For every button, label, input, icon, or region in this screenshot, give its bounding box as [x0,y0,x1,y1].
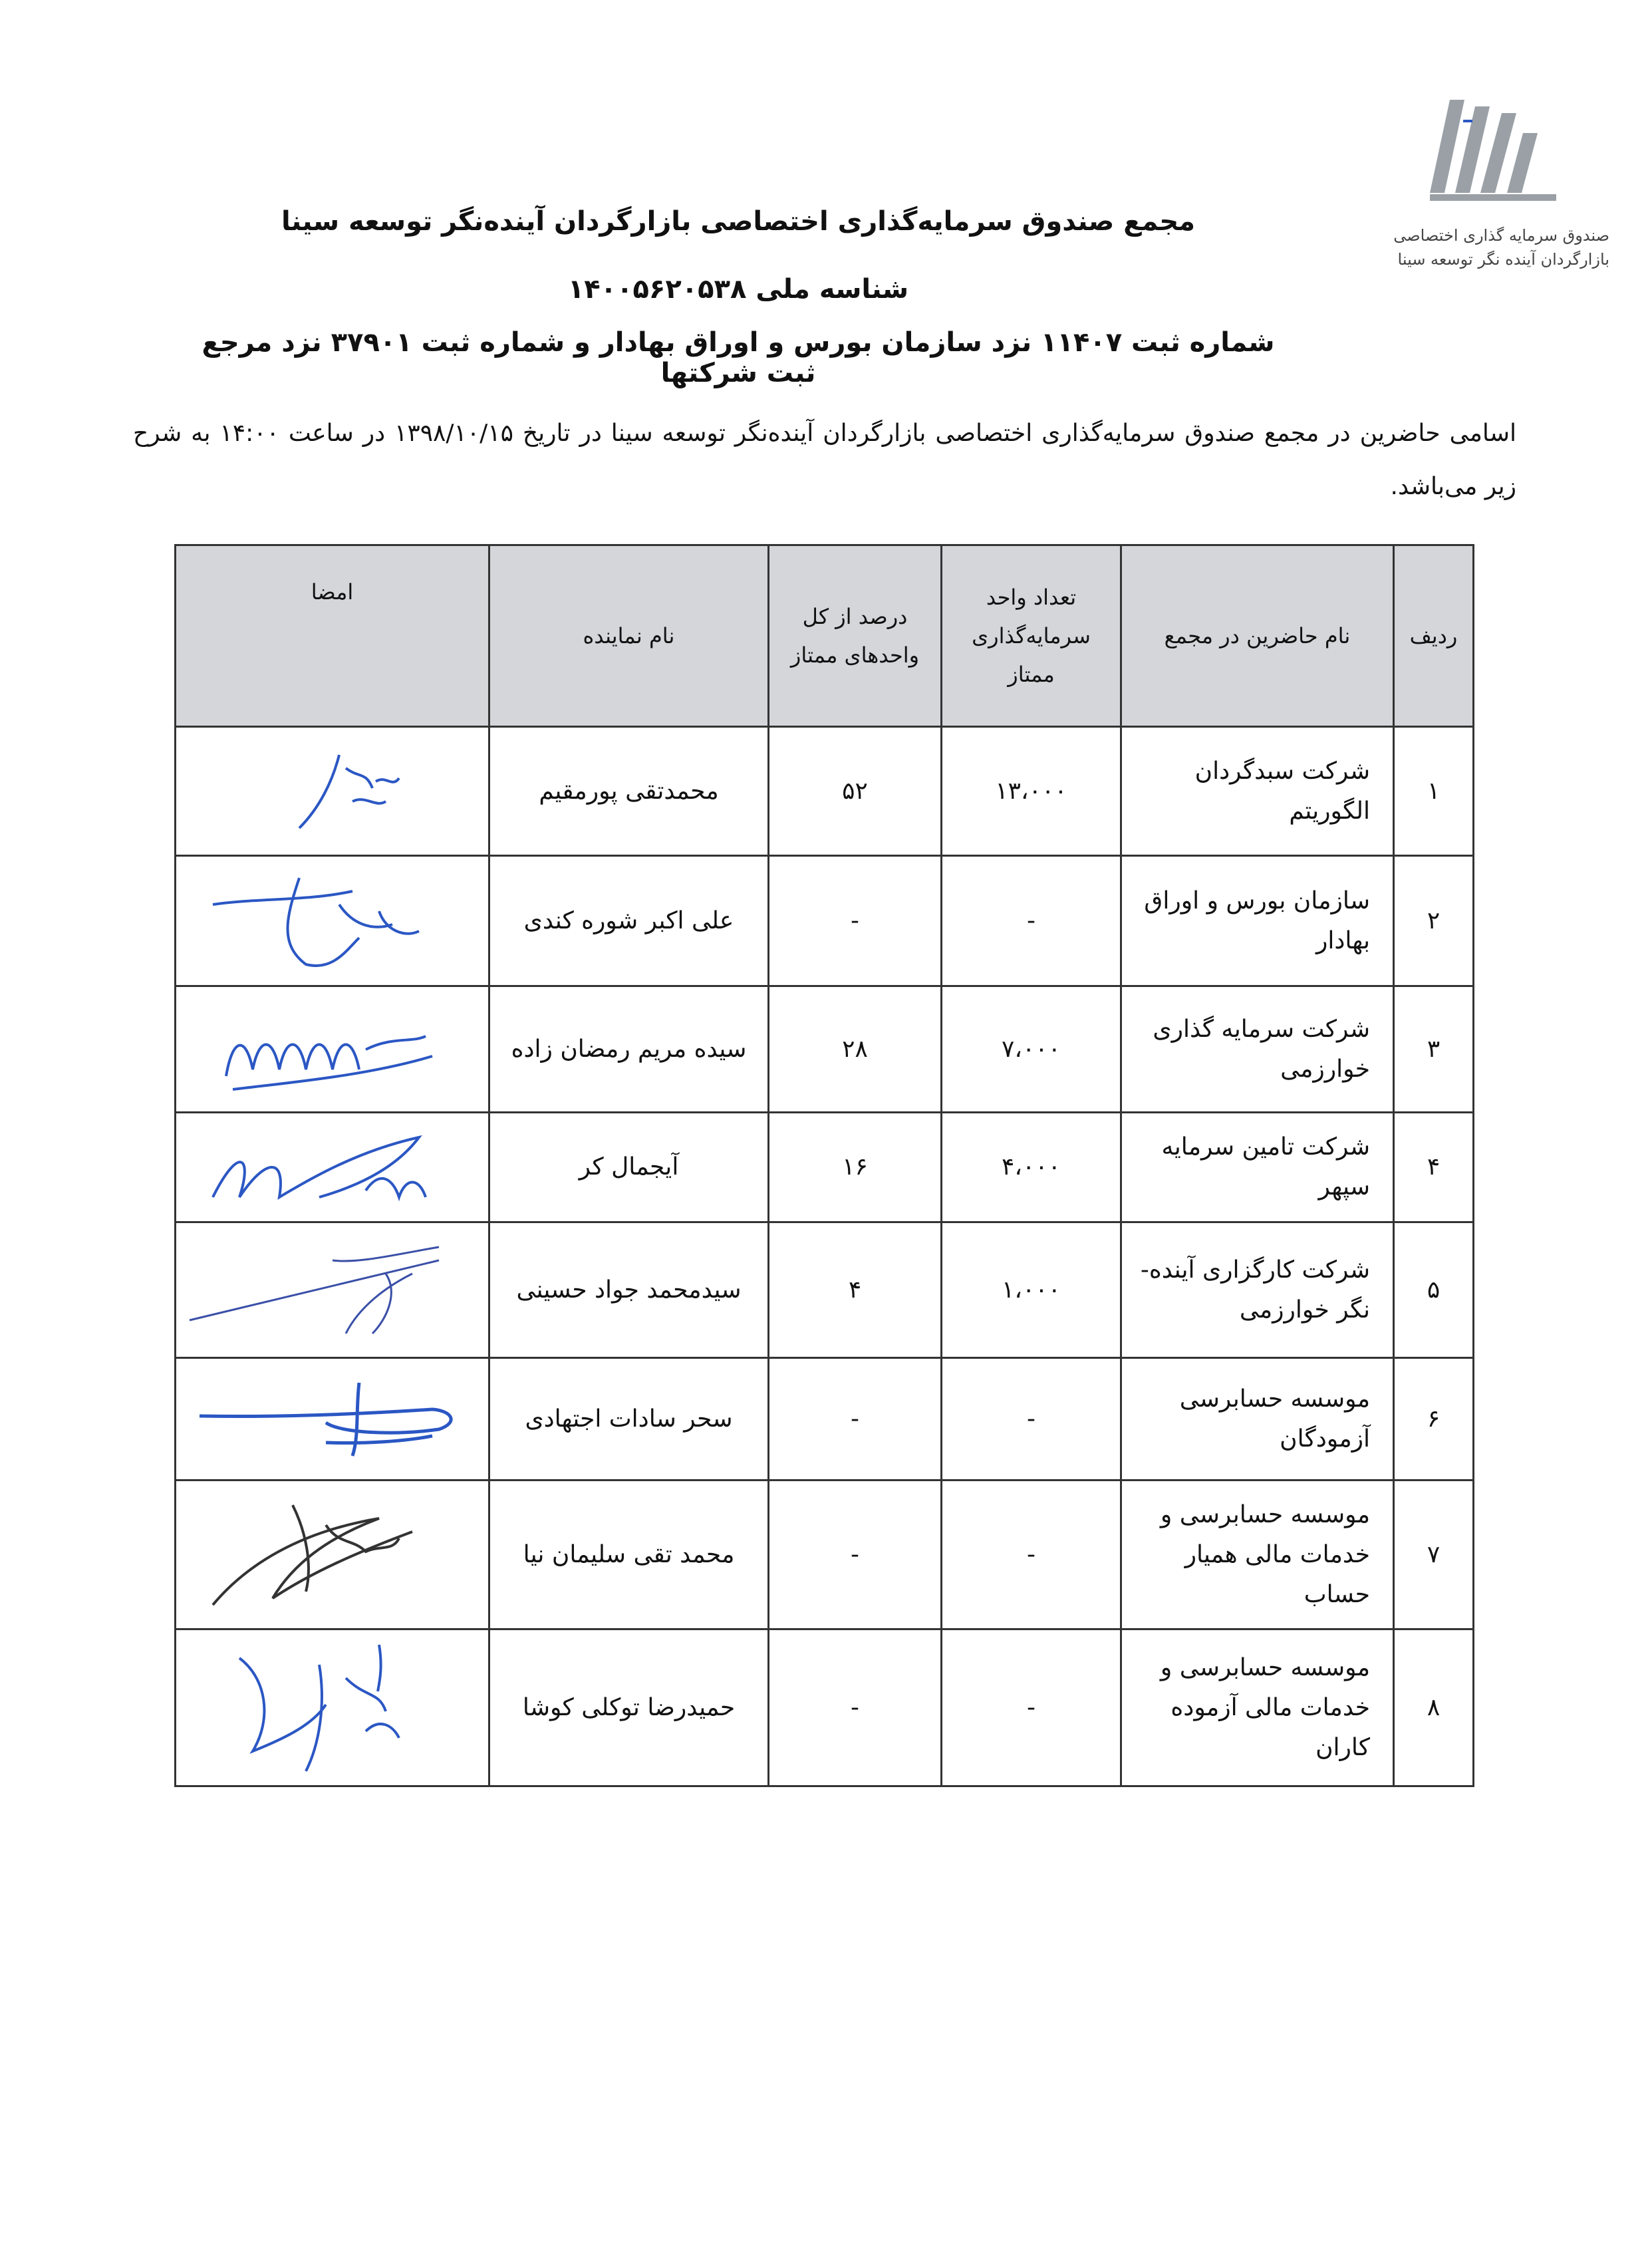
signature-8 [213,1638,452,1778]
attendee-name: موسسه حسابرسی و خدمات مالی آزموده کاران [1121,1629,1394,1786]
percent-value: ۲۸ [769,986,942,1113]
col-percent: درصد از کل واحدهای ممتاز [769,545,942,727]
percent-value: - [769,856,942,986]
attendee-name: شرکت کارگزاری آینده-نگر خوارزمی [1121,1222,1394,1358]
col-units: تعداد واحد سرمایه‌گذاری ممتاز [942,545,1121,727]
signature-5 [186,1234,479,1347]
row-number: ۶ [1394,1358,1474,1480]
signature-4 [200,1117,466,1217]
registration-info: شماره ثبت ۱۱۴۰۷ نزد سازمان بورس و اوراق بهادار و شماره ثبت ۳۷۹۰۱ نزد مرجع ثبت شرکتها [202,327,1275,388]
units-value: ۴،۰۰۰ [942,1113,1121,1222]
table-row [176,727,1474,856]
attendee-name: موسسه حسابرسی و خدمات مالی همیار حساب [1121,1480,1394,1629]
signature-cell [176,856,489,986]
table-row [176,1480,1474,1629]
units-value: ۱۳،۰۰۰ [942,727,1121,856]
national-id: شناسه ملی ۱۴۰۰۵۶۲۰۵۳۸ [567,274,909,305]
table-row [176,856,1474,986]
table-row [176,1358,1474,1480]
units-value: ۱،۰۰۰ [942,1222,1121,1358]
table-row [176,1222,1474,1358]
units-value: ۷،۰۰۰ [942,986,1121,1113]
percent-value: - [769,1358,942,1480]
representative-name: علی اکبر شوره کندی [489,856,769,986]
row-number: ۷ [1394,1480,1474,1629]
logo-line-2: بازارگردان آینده نگر توسعه سینا [1397,250,1609,269]
signature-2 [206,865,459,978]
table-row [176,986,1474,1113]
percent-value: - [769,1480,942,1629]
col-signature: امضا [176,545,489,727]
representative-name: حمیدرضا توکلی کوشا [489,1629,769,1786]
percent-value: ۱۶ [769,1113,942,1222]
row-number: ۱ [1394,727,1474,856]
percent-value: - [769,1629,942,1786]
signature-3 [206,996,459,1103]
table-header-row [176,545,1474,727]
col-attendee: نام حاضرین در مجمع [1121,545,1394,727]
representative-name: محمدتقی پورمقیم [489,727,769,856]
attendee-name: شرکت تامین سرمایه سپهر [1121,1113,1394,1222]
signature-cell [176,1480,489,1629]
logo-line-1: صندوق سرمایه گذاری اختصاصی [1393,226,1609,245]
row-number: ۲ [1394,856,1474,986]
col-row: ردیف [1394,545,1474,727]
signature-cell [176,1113,489,1222]
signature-1 [233,742,432,841]
table-row [176,1113,1474,1222]
row-number: ۴ [1394,1113,1474,1222]
percent-value: ۵۲ [769,727,942,856]
attendee-name: شرکت سرمایه گذاری خوارزمی [1121,986,1394,1113]
col-representative: نام نماینده [489,545,769,727]
attendee-name: شرکت سبدگردان الگوریتم [1121,727,1394,856]
intro-paragraph: اسامی حاضرین در مجمع صندوق سرمایه‌گذاری اختصاصی بازارگردان آینده‌نگر توسعه سینا در تاریخ ۱۳۹۸/۱۰/۱۵ در ساعت ۱۴:۰۰ به شرح زیر می‌باشد. [133,420,1516,500]
units-value: - [942,856,1121,986]
units-value: - [942,1358,1121,1480]
representative-name: سیدمحمد جواد حسینی [489,1222,769,1358]
signature-6 [193,1369,472,1469]
representative-name: سیده مریم رمضان زاده [489,986,769,1113]
representative-name: سحر سادات اجتهادی [489,1358,769,1480]
attendee-name: موسسه حسابرسی آزمودگان [1121,1358,1394,1480]
representative-name: محمد تقی سلیمان نیا [489,1480,769,1629]
row-number: ۳ [1394,986,1474,1113]
units-value: - [942,1629,1121,1786]
signature-cell [176,1222,489,1358]
signature-cell [176,986,489,1113]
attendee-name: سازمان بورس و اوراق بهادار [1121,856,1394,986]
row-number: ۵ [1394,1222,1474,1358]
table-row [176,1629,1474,1786]
signature-cell [176,1358,489,1480]
percent-value: ۴ [769,1222,942,1358]
units-value: - [942,1480,1121,1629]
signature-cell [176,1629,489,1786]
fund-logo-mark [1423,93,1563,206]
fund-logo [1370,93,1616,273]
signature-cell [176,727,489,856]
signature-7 [193,1492,472,1618]
attendance-table [174,544,1474,1787]
row-number: ۸ [1394,1629,1474,1786]
representative-name: آیجمال کر [489,1113,769,1222]
document-title: مجمع صندوق سرمایه‌گذاری اختصاصی بازارگردان آینده‌نگر توسعه سینا [281,206,1195,237]
